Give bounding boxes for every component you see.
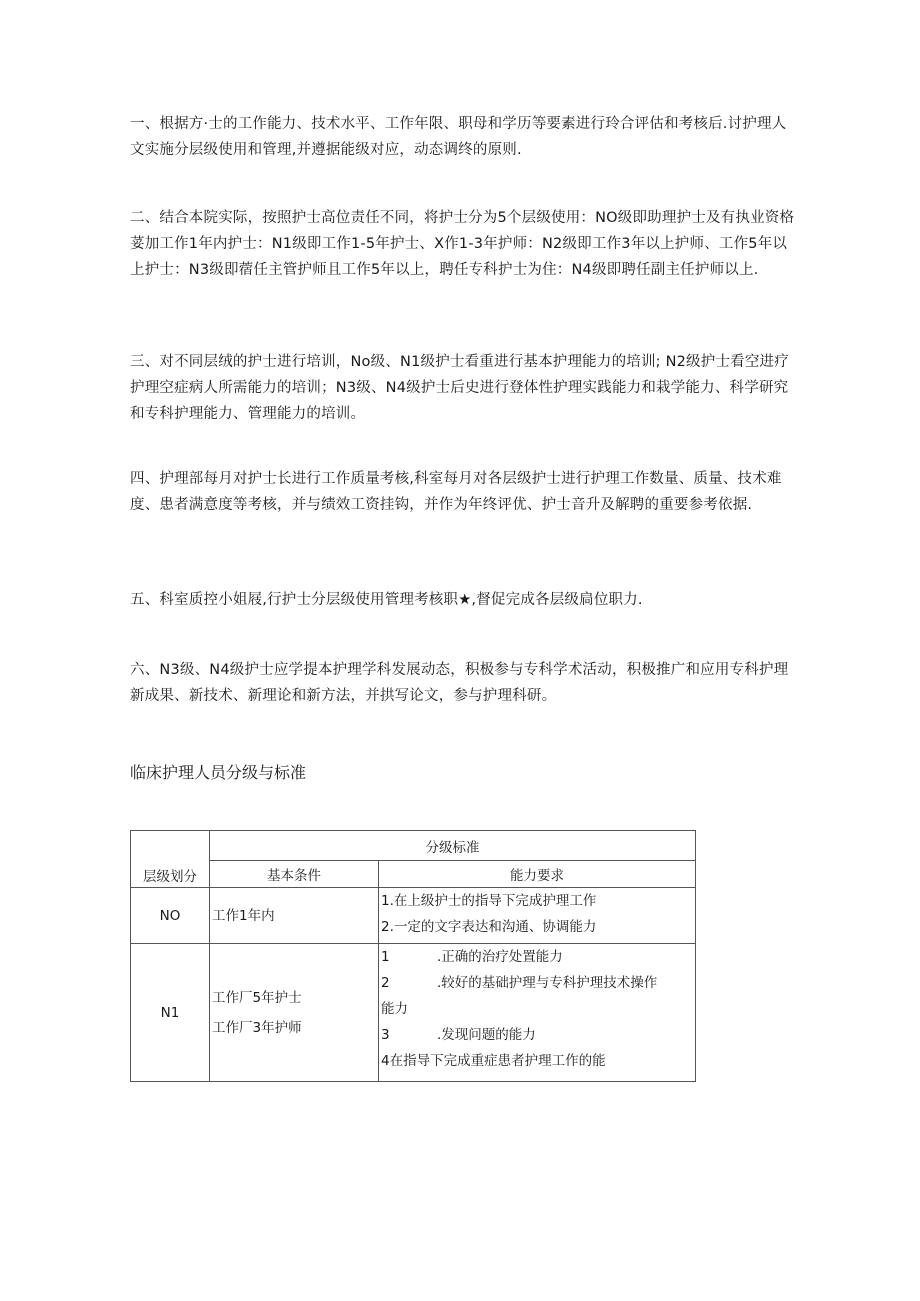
paragraph-6: 六、N3级、N4级护士应学提本护理学科发展动态，积极参与专科学术活动，积极推广和应用专科护理新成果、新技术、新理论和新方法，并拱写论文，参与护理科研。 (130, 662, 789, 704)
ability-number: 3 (381, 1027, 390, 1043)
ability-line (381, 970, 695, 996)
table-subheader-row (131, 861, 696, 888)
abilities-cell (379, 944, 696, 1082)
paragraph-4: 四、护理部每月对护士长进行工作质量考核,科室每月对各层级护士进行护理工作数量、质量、技术难度、患者满意度等考核，并与绩效工资挂钩，并作为年终评优、护士音升及解聘的重要参考依据. (130, 471, 782, 513)
ability-text: .较好的基础护理与专科护理技术操作 (437, 975, 658, 991)
ability-line (381, 944, 695, 970)
abilities-cell (379, 888, 696, 944)
level-cell: NO (131, 888, 210, 944)
condition-line: 工作1年内 (212, 907, 275, 924)
ability-line: 能力 (381, 1001, 408, 1017)
paragraph-2: 二、结合本院实际，按照护士高位责任不同，将护士分为5个层级使用：NO级即助理护士及有执业资格荽加工作1年内护士：N1级即工作1-5年护士、X作1-3年护师：N2级即工作3年以上护师、工作5年以上护士：N3级即蓿任主管护师且工作5年以上，聘任专科护士为住：N4级即聘任副主任护师以上. (130, 210, 795, 278)
table-row (131, 944, 696, 1082)
table-title: 临床护理人员分级与标准 (130, 763, 307, 782)
header-ability-cell: 能力要求 (379, 861, 696, 888)
paragraph-3: 三、对不同层绒的护士进行培训，No级、N1级护士看重进行基本护理能力的培训; N2级护士看空进疗护理空症病人所需能力的培训；N3级、N4级护士后史进行登体性护理实践能力和栽学能力、科学研究和专科护理能力、管理能力的培训。 (130, 354, 789, 422)
conditions-cell (210, 888, 379, 944)
condition-line: 工作厂5年护士 (212, 989, 302, 1006)
ability-number: 1 (381, 949, 390, 965)
ability-text: .发现问题的能力 (437, 1027, 536, 1043)
header-basic-cell: 基本条件 (210, 861, 379, 888)
level-cell: N1 (131, 944, 210, 1082)
ability-line: 2.一定的文字表达和沟通、协调能力 (381, 919, 597, 935)
ability-number: 2 (381, 975, 390, 991)
ability-line (381, 1022, 695, 1048)
table-row (131, 888, 696, 944)
grading-table (130, 830, 696, 1082)
conditions-cell (210, 944, 379, 1082)
header-standard-cell: 分级标准 (210, 831, 696, 861)
paragraph-1: 一、根据方·士的工作能力、技术水平、工作年限、职母和学历等要素进行玲合评估和考核后.讨护理人文实施分层级使用和管理,并遵据能级对应，动态调终的原则. (130, 116, 787, 158)
table-header-row (131, 831, 696, 861)
header-level-cell: 层级划分 (131, 831, 210, 888)
condition-line: 工作厂3年护师 (212, 1019, 302, 1036)
ability-line: 4在指导下完成重症患者护理工作的能 (381, 1053, 606, 1069)
ability-line: 1.在上级护士的指导下完成护理工作 (381, 893, 597, 909)
paragraph-5: 五、科室质控小姐屐,行护士分层级使用管理考核职★,督促完成各层级扃位职力. (130, 592, 643, 608)
ability-text: .正确的治疗处置能力 (437, 949, 563, 965)
